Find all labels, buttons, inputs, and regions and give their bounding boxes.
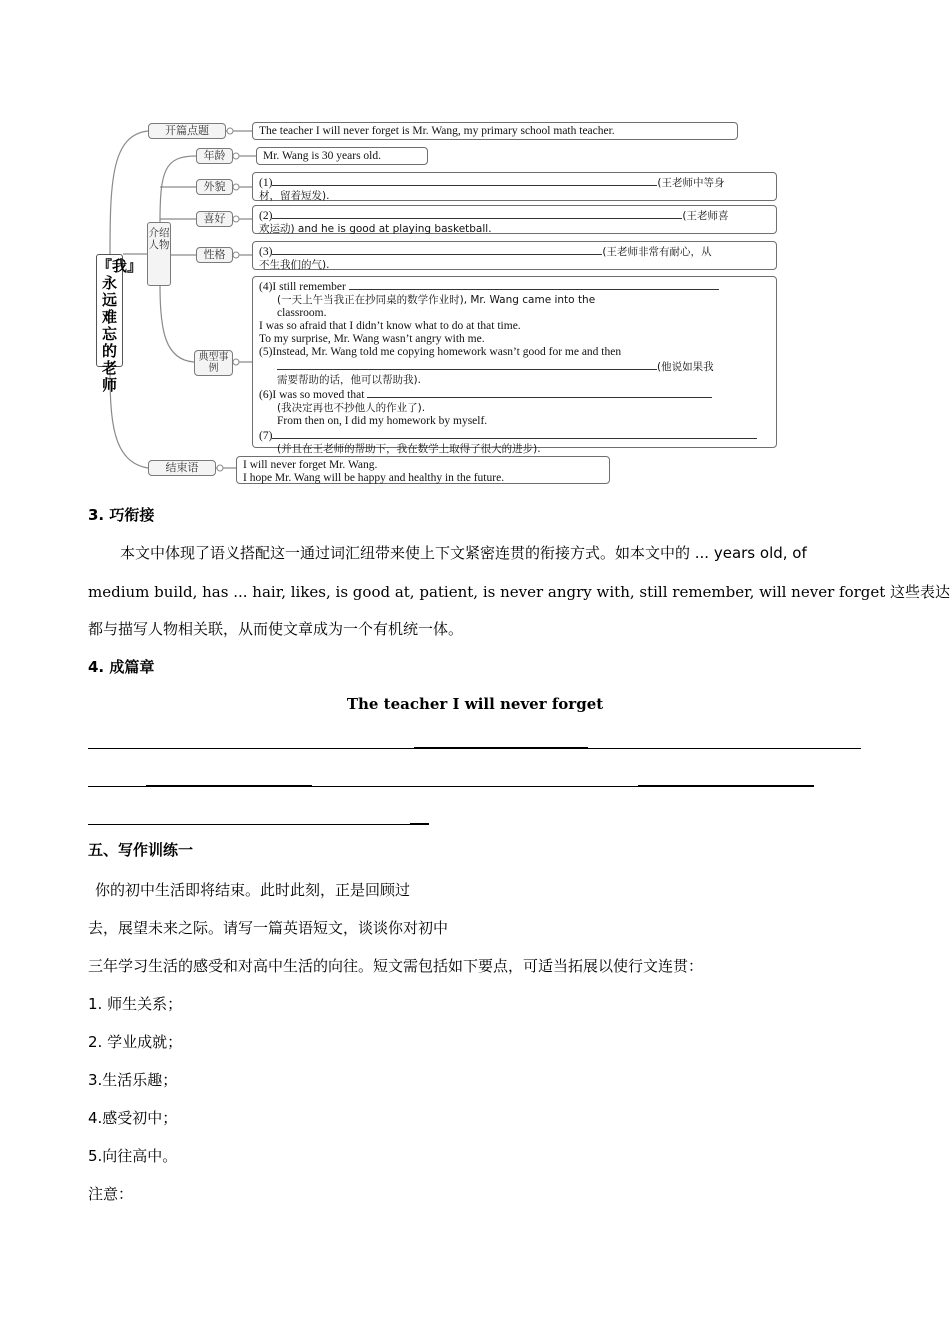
ending-node: 结束语	[148, 460, 216, 476]
age-text: Mr. Wang is 30 years old.	[263, 150, 382, 162]
ending-box	[236, 456, 610, 484]
section3-heading: 3. 巧衔接	[88, 506, 155, 524]
age-node: 年龄	[196, 148, 233, 164]
hobby-node: 喜好	[196, 211, 233, 227]
character-hint-1: (王老师非常有耐心，从	[602, 246, 712, 258]
age-box	[256, 147, 428, 165]
ex5-b: (他说如果我	[657, 361, 714, 373]
looks-hint-1: (王老师中等身	[657, 177, 725, 189]
ex6-b: (我决定再也不抄他人的作业了).	[277, 402, 426, 414]
looks-node: 外貌	[196, 179, 233, 195]
hobby-box	[252, 205, 777, 234]
ex7-b: (并且在王老师的帮助下，我在数学上取得了很大的进步).	[277, 443, 541, 455]
opening-text: The teacher I will never forget is Mr. Wang, my primary school math teacher.	[259, 125, 615, 137]
writing-line-2-accent-a	[146, 785, 312, 787]
point-3: 3.生活乐趣；	[88, 1071, 178, 1089]
character-box	[252, 241, 777, 270]
point-4: 4.感受初中；	[88, 1109, 178, 1127]
hobby-hint-2: 欢运动) and he is good at playing basketball.	[259, 223, 492, 235]
ex-surprise: To my surprise, Mr. Wang wasn’t angry with me.	[259, 333, 485, 345]
ending-2: I hope Mr. Wang will be happy and healthy in the future.	[243, 472, 505, 484]
ex5-c: 需要帮助的话，他可以帮助我).	[277, 374, 421, 386]
opening-box	[252, 122, 738, 140]
point-2: 2. 学业成就；	[88, 1033, 183, 1051]
opening-node: 开篇点题	[148, 123, 226, 139]
prompt-line-2: 去，展望未来之际。请写一篇英语短文，谈谈你对初中	[88, 919, 449, 937]
prompt-line-3: 三年学习生活的感受和对高中生活的向往。短文需包括如下要点，可适当拓展以使行文连贯：	[88, 957, 704, 975]
section3-para-2: medium build, has ... hair, likes, is good at, patient, is never angry with, still remember, will never forget 这些表达	[88, 583, 950, 601]
hobby-num: (2)	[259, 210, 273, 222]
writing-line-1-accent	[414, 747, 588, 749]
looks-box	[252, 172, 777, 201]
ex5-a: (5)Instead, Mr. Wang told me copying homework wasn’t good for me and then	[259, 346, 622, 358]
character-num: (3)	[259, 246, 273, 258]
ex4-c: classroom.	[277, 307, 327, 319]
ex4-a: (4)I still remember	[259, 281, 346, 293]
example-node: 典型事例	[194, 350, 233, 376]
ex-afraid: I was so afraid that I didn’t know what to do at that time.	[259, 320, 521, 332]
mindmap-root: 『我』永远难忘的老师	[96, 254, 123, 367]
writing-line-2-accent-b	[638, 785, 814, 787]
point-5: 5.向往高中。	[88, 1147, 178, 1165]
section3-para-1: 本文中体现了语义搭配这一通过词汇纽带来使上下文紧密连贯的衔接方式。如本文中的 ... years old, of	[120, 544, 807, 562]
ex4-b: (一天上午当我正在抄同桌的数学作业时), Mr. Wang came into the	[277, 294, 596, 306]
writing-line-3-accent	[410, 823, 429, 825]
section5-heading: 五、写作训练一	[88, 841, 194, 859]
ex6-a: (6)I was so moved that	[259, 389, 365, 401]
mindmap-intro-node: 介绍人物	[147, 222, 171, 286]
character-node: 性格	[196, 247, 233, 263]
mind-map	[0, 0, 950, 500]
example-box	[252, 276, 777, 455]
looks-num: (1)	[259, 177, 273, 189]
looks-hint-2: 材，留着短发).	[259, 190, 330, 202]
point-1: 1. 师生关系；	[88, 995, 183, 1013]
ending-1: I will never forget Mr. Wang.	[243, 459, 378, 471]
writing-line-3	[88, 824, 429, 825]
essay-title: The teacher I will never forget	[346, 695, 604, 713]
section3-para-3: 都与描写人物相关联，从而使文章成为一个有机统一体。	[88, 620, 464, 638]
ex7-a: (7)	[259, 430, 273, 442]
character-hint-2: 不生我们的气).	[259, 259, 330, 271]
prompt-line-1: 你的初中生活即将结束。此时此刻，正是回顾过	[95, 881, 411, 899]
ex6-c: From then on, I did my homework by myself.	[277, 415, 488, 427]
section4-heading: 4. 成篇章	[88, 658, 155, 676]
note-label: 注意：	[88, 1185, 134, 1203]
hobby-hint-1: (王老师喜	[682, 210, 729, 222]
